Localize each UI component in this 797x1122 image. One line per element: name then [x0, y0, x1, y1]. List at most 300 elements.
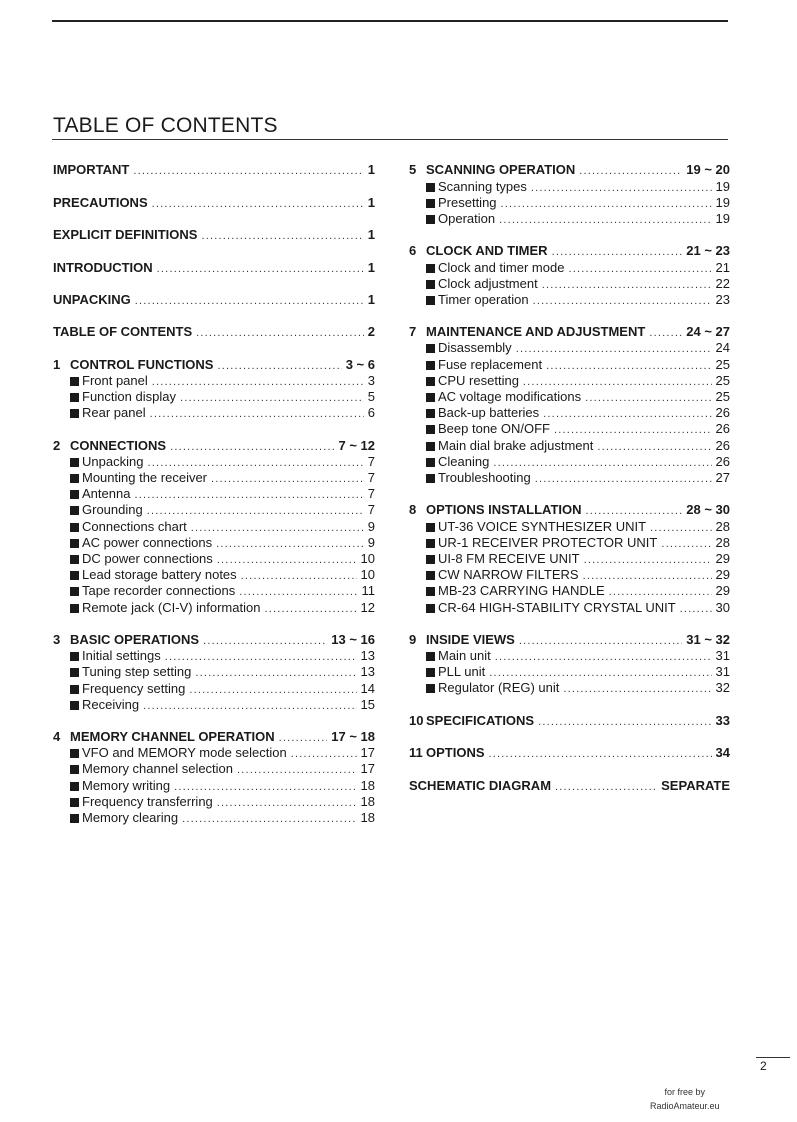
top-rule	[52, 20, 728, 22]
dot-leader	[217, 360, 341, 372]
dot-leader	[241, 570, 357, 582]
dot-leader	[150, 408, 364, 420]
dot-leader	[579, 165, 682, 177]
square-bullet-icon	[70, 814, 79, 823]
entry-label: MB-23 CARRYING HANDLE	[438, 583, 605, 599]
entry-page: 19	[715, 194, 730, 210]
square-bullet-icon	[70, 765, 79, 774]
toc-spacer	[53, 275, 375, 291]
dot-leader	[531, 182, 712, 194]
toc-subsection-entry	[409, 453, 730, 469]
dot-leader	[650, 522, 711, 534]
square-bullet-icon	[70, 685, 79, 694]
entry-page: 13 ~ 16	[331, 631, 375, 647]
entry-page: 25	[715, 389, 730, 405]
toc-section-entry	[53, 161, 375, 177]
square-bullet-icon	[70, 555, 79, 564]
dot-leader	[217, 797, 357, 809]
dot-leader	[552, 246, 683, 258]
entry-label: Grounding	[82, 502, 143, 518]
entry-label: MEMORY CHANNEL OPERATION	[70, 729, 275, 745]
square-bullet-icon	[70, 393, 79, 402]
entry-label: Frequency setting	[82, 680, 186, 696]
toc-subsection-entry	[409, 517, 730, 533]
toc-section-entry	[409, 631, 730, 647]
toc-subsection-entry	[53, 453, 375, 469]
dot-leader	[499, 214, 711, 226]
toc-subsection-entry	[409, 177, 730, 193]
dot-leader	[493, 457, 711, 469]
entry-page: 5	[367, 389, 375, 405]
dot-leader	[543, 408, 711, 420]
entry-page: 26	[715, 437, 730, 453]
square-bullet-icon	[426, 215, 435, 224]
dot-leader	[182, 813, 356, 825]
toc-section-entry	[53, 728, 375, 744]
toc-subsection-entry	[53, 566, 375, 582]
entry-label: PRECAUTIONS	[53, 194, 148, 210]
toc-subsection-entry	[409, 210, 730, 226]
toc-subsection-entry	[409, 404, 730, 420]
toc-section-entry	[409, 744, 730, 760]
toc-subsection-entry	[53, 388, 375, 404]
toc-section-entry	[409, 242, 730, 258]
toc-subsection-entry	[409, 647, 730, 663]
toc-spacer	[53, 615, 375, 631]
toc-subsection-entry	[53, 582, 375, 598]
dot-leader	[135, 295, 364, 307]
section-number: 6	[409, 243, 417, 259]
dot-leader	[195, 667, 356, 679]
dot-leader	[546, 360, 711, 372]
entry-page: 29	[715, 550, 730, 566]
square-bullet-icon	[426, 523, 435, 532]
toc-spacer	[53, 339, 375, 355]
entry-page: SEPARATE	[661, 777, 730, 793]
toc-subsection-entry	[409, 679, 730, 695]
toc-subsection-entry	[409, 388, 730, 404]
dot-leader	[191, 522, 364, 534]
dot-leader	[152, 198, 364, 210]
dot-leader	[568, 263, 711, 275]
square-bullet-icon	[70, 539, 79, 548]
entry-page: 3 ~ 6	[345, 356, 375, 372]
dot-leader	[584, 554, 712, 566]
entry-label: Function display	[82, 389, 176, 405]
entry-page: 27	[715, 469, 730, 485]
entry-label: Mounting the receiver	[82, 470, 208, 486]
toc-subsection-entry	[53, 776, 375, 792]
entry-label: CLOCK AND TIMER	[426, 243, 548, 259]
entry-label: Clock and timer mode	[438, 259, 565, 275]
dot-leader	[147, 457, 363, 469]
entry-page: 33	[715, 712, 730, 728]
entry-label: Disassembly	[438, 340, 512, 356]
entry-page: 24 ~ 27	[686, 324, 730, 340]
entry-page: 30	[715, 599, 730, 615]
square-bullet-icon	[426, 474, 435, 483]
square-bullet-icon	[426, 442, 435, 451]
square-bullet-icon	[426, 280, 435, 289]
entry-page: 10	[360, 567, 375, 583]
toc-subsection-entry	[53, 469, 375, 485]
dot-leader	[519, 635, 682, 647]
entry-page: 1	[367, 162, 375, 178]
square-bullet-icon	[426, 587, 435, 596]
entry-label: EXPLICIT DEFINITIONS	[53, 227, 198, 243]
entry-page: 26	[715, 405, 730, 421]
entry-page: 7	[367, 470, 375, 486]
entry-label: Receiving	[82, 696, 140, 712]
section-number: 1	[53, 356, 61, 372]
entry-page: 22	[715, 275, 730, 291]
toc-subsection-entry	[409, 339, 730, 355]
toc-subsection-entry	[409, 355, 730, 371]
entry-label: INTRODUCTION	[53, 259, 153, 275]
entry-label: DC power connections	[82, 551, 213, 566]
toc-subsection-entry	[409, 663, 730, 679]
entry-label: TABLE OF CONTENTS	[53, 324, 193, 340]
entry-label: UR-1 RECEIVER PROTECTOR UNIT	[438, 534, 658, 550]
toc-subsection-entry	[53, 372, 375, 388]
dot-leader	[217, 554, 357, 566]
dot-leader	[542, 279, 712, 291]
square-bullet-icon	[426, 183, 435, 192]
entry-label: Timer operation	[438, 291, 529, 307]
entry-label: Initial settings	[82, 648, 161, 664]
dot-leader	[170, 441, 334, 453]
toc-section-entry	[53, 291, 375, 307]
entry-label: CW NARROW FILTERS	[438, 567, 579, 583]
dot-leader	[143, 700, 356, 712]
dot-leader	[157, 263, 364, 275]
toc-subsection-entry	[53, 793, 375, 809]
square-bullet-icon	[426, 684, 435, 693]
entry-page: 28 ~ 30	[686, 502, 730, 518]
section-number: 7	[409, 324, 417, 340]
entry-label: AC voltage modifications	[438, 389, 582, 405]
section-number: 3	[53, 631, 61, 647]
dot-leader	[489, 667, 711, 679]
entry-page: 6	[367, 405, 375, 421]
entry-label: CONTROL FUNCTIONS	[70, 356, 214, 372]
toc-section-entry	[53, 226, 375, 242]
toc-section-entry	[53, 193, 375, 209]
entry-label: Clock adjustment	[438, 275, 538, 291]
toc-subsection-entry	[53, 404, 375, 420]
dot-leader	[609, 586, 712, 598]
entry-label: MAINTENANCE AND ADJUSTMENT	[426, 324, 646, 340]
square-bullet-icon	[70, 604, 79, 613]
square-bullet-icon	[70, 458, 79, 467]
square-bullet-icon	[426, 539, 435, 548]
entry-page: 25	[715, 372, 730, 388]
square-bullet-icon	[70, 409, 79, 418]
toc-spacer	[53, 210, 375, 226]
entry-page: 1	[367, 291, 375, 307]
toc-spacer	[409, 695, 730, 711]
toc-subsection-entry	[53, 679, 375, 695]
section-number: 11	[409, 745, 423, 761]
square-bullet-icon	[426, 344, 435, 353]
entry-label: Memory clearing	[82, 810, 179, 826]
entry-page: 31	[715, 664, 730, 680]
dot-leader	[180, 392, 364, 404]
square-bullet-icon	[70, 571, 79, 580]
square-bullet-icon	[426, 296, 435, 305]
credit-watermark	[650, 1085, 720, 1113]
entry-label: Cleaning	[438, 453, 490, 469]
square-bullet-icon	[70, 523, 79, 532]
dot-leader	[239, 586, 357, 598]
entry-page: 13	[360, 664, 375, 680]
square-bullet-icon	[426, 604, 435, 613]
entry-label: Remote jack (CI-V) information	[82, 599, 261, 615]
entry-page: 1	[367, 227, 375, 243]
square-bullet-icon	[70, 474, 79, 483]
entry-label: OPTIONS	[426, 745, 485, 761]
entry-label: UNPACKING	[53, 291, 131, 307]
dot-leader	[535, 473, 712, 485]
square-bullet-icon	[70, 668, 79, 677]
square-bullet-icon	[70, 587, 79, 596]
dot-leader	[196, 327, 364, 339]
toc-subsection-entry	[409, 258, 730, 274]
section-number: 10	[409, 712, 424, 728]
entry-page: 18	[360, 777, 375, 793]
entry-label: Frequency transferring	[82, 793, 213, 809]
page-number: 2	[760, 1059, 767, 1073]
toc-spacer	[409, 615, 730, 631]
toc-section-entry	[409, 776, 730, 792]
toc-subsection-entry	[53, 534, 375, 550]
toc-section-entry	[53, 258, 375, 274]
dot-leader	[661, 538, 711, 550]
entry-label: Memory writing	[82, 777, 171, 793]
dot-leader	[516, 343, 712, 355]
dot-leader	[201, 230, 363, 242]
section-number: 2	[53, 437, 61, 453]
toc-subsection-entry	[409, 194, 730, 210]
entry-page: 9	[367, 518, 375, 534]
dot-leader	[174, 781, 356, 793]
section-number: 9	[409, 631, 417, 647]
square-bullet-icon	[70, 749, 79, 758]
toc-section-entry	[53, 631, 375, 647]
entry-page: 9	[367, 534, 375, 550]
entry-label: Operation	[438, 210, 496, 226]
dot-leader	[216, 538, 364, 550]
entry-page: 29	[715, 583, 730, 599]
entry-label: SCHEMATIC DIAGRAM	[409, 777, 552, 793]
entry-label: Tape recorder connections	[82, 583, 236, 599]
square-bullet-icon	[426, 458, 435, 467]
dot-leader	[563, 683, 711, 695]
entry-page: 21	[715, 259, 730, 275]
entry-page: 28	[715, 534, 730, 550]
toc-subsection-entry	[409, 291, 730, 307]
toc-spacer	[409, 485, 730, 501]
toc-subsection-entry	[409, 566, 730, 582]
entry-label: AC power connections	[82, 534, 213, 550]
entry-page: 12	[360, 599, 375, 615]
entry-page: 25	[715, 356, 730, 372]
entry-page: 3	[367, 372, 375, 388]
toc-spacer	[53, 420, 375, 436]
dot-leader	[165, 651, 357, 663]
entry-label: OPTIONS INSTALLATION	[426, 502, 582, 518]
entry-label: UI-8 FM RECEIVE UNIT	[438, 550, 580, 566]
entry-label: IMPORTANT	[53, 162, 130, 178]
square-bullet-icon	[426, 425, 435, 434]
toc-subsection-entry	[53, 744, 375, 760]
entry-page: 28	[715, 518, 730, 534]
toc-section-entry	[53, 323, 375, 339]
entry-page: 15	[360, 696, 375, 712]
toc-subsection-entry	[53, 809, 375, 825]
credit-line-2: RadioAmateur.eu	[650, 1101, 720, 1111]
entry-page: 7 ~ 12	[338, 437, 375, 453]
toc-section-entry	[409, 161, 730, 177]
toc-subsection-entry	[409, 550, 730, 566]
entry-page: 17	[360, 761, 375, 777]
entry-label: Fuse replacement	[438, 356, 543, 372]
dot-leader	[555, 781, 657, 793]
square-bullet-icon	[426, 668, 435, 677]
entry-label: Scanning types	[438, 178, 527, 194]
square-bullet-icon	[426, 652, 435, 661]
title-rule	[52, 139, 728, 140]
square-bullet-icon	[70, 377, 79, 386]
dot-leader	[133, 165, 363, 177]
square-bullet-icon	[70, 701, 79, 710]
toc-section-entry	[409, 501, 730, 517]
dot-leader	[291, 748, 357, 760]
square-bullet-icon	[426, 571, 435, 580]
entry-label: CR-64 HIGH-STABILITY CRYSTAL UNIT	[438, 599, 676, 615]
toc-subsection-entry	[53, 517, 375, 533]
credit-line-1: for free by	[664, 1087, 706, 1097]
dot-leader	[585, 392, 711, 404]
entry-label: INSIDE VIEWS	[426, 631, 515, 647]
square-bullet-icon	[426, 361, 435, 370]
square-bullet-icon	[426, 264, 435, 273]
dot-leader	[501, 198, 712, 210]
entry-page: 17 ~ 18	[331, 729, 375, 745]
dot-leader	[583, 570, 712, 582]
dot-leader	[203, 635, 327, 647]
toc-subsection-entry	[409, 534, 730, 550]
entry-page: 19	[715, 210, 730, 226]
dot-leader	[533, 295, 712, 307]
toc-subsection-entry	[409, 275, 730, 291]
toc-spacer	[53, 712, 375, 728]
entry-page: 7	[367, 453, 375, 469]
dot-leader	[279, 732, 328, 744]
entry-page: 7	[367, 486, 375, 502]
dot-leader	[489, 748, 712, 760]
entry-page: 14	[360, 680, 375, 696]
entry-label: VFO and MEMORY mode selection	[82, 745, 287, 761]
square-bullet-icon	[70, 782, 79, 791]
toc-subsection-entry	[409, 598, 730, 614]
dot-leader	[495, 651, 712, 663]
square-bullet-icon	[70, 490, 79, 499]
entry-page: 26	[715, 453, 730, 469]
toc-spacer	[53, 242, 375, 258]
entry-label: Unpacking	[82, 453, 144, 469]
toc-subsection-entry	[409, 469, 730, 485]
entry-label: Rear panel	[82, 405, 146, 421]
toc-subsection-entry	[53, 598, 375, 614]
toc-subsection-entry	[53, 501, 375, 517]
dot-leader	[134, 489, 363, 501]
entry-label: Connections chart	[82, 518, 187, 534]
square-bullet-icon	[426, 377, 435, 386]
entry-label: Main unit	[438, 648, 491, 664]
entry-label: Back-up batteries	[438, 405, 540, 421]
toc-spacer	[53, 307, 375, 323]
toc-subsection-entry	[409, 582, 730, 598]
entry-label: Memory channel selection	[82, 761, 234, 777]
dot-leader	[152, 376, 364, 388]
entry-page: 31 ~ 32	[686, 631, 730, 647]
toc-section-entry	[53, 436, 375, 452]
toc-section-entry	[409, 323, 730, 339]
toc-spacer	[53, 177, 375, 193]
entry-label: Front panel	[82, 372, 148, 388]
toc-spacer	[409, 760, 730, 776]
toc-section-entry	[53, 355, 375, 371]
dot-leader	[237, 764, 357, 776]
entry-label: SCANNING OPERATION	[426, 162, 576, 178]
toc-subsection-entry	[53, 647, 375, 663]
entry-page: 1	[367, 259, 375, 275]
toc-subsection-entry	[409, 420, 730, 436]
entry-page: 26	[715, 421, 730, 437]
entry-page: 29	[715, 567, 730, 583]
entry-page: 19	[715, 178, 730, 194]
section-number: 4	[53, 729, 61, 745]
toc-section-entry	[409, 711, 730, 727]
square-bullet-icon	[426, 393, 435, 402]
toc-subsection-entry	[53, 696, 375, 712]
toc-spacer	[409, 226, 730, 242]
dot-leader	[147, 505, 364, 517]
dot-leader	[649, 327, 682, 339]
dot-leader	[538, 716, 711, 728]
entry-page: 19 ~ 20	[686, 162, 730, 178]
entry-label: CPU resetting	[438, 372, 519, 388]
dot-leader	[597, 441, 711, 453]
entry-page: 7	[367, 502, 375, 518]
entry-label: Lead storage battery notes	[82, 567, 237, 583]
dot-leader	[264, 603, 356, 615]
entry-label: BASIC OPERATIONS	[70, 631, 200, 647]
entry-label: PLL unit	[438, 664, 486, 680]
entry-page: 11	[361, 583, 375, 599]
toc-subsection-entry	[409, 436, 730, 452]
entry-label: Beep tone ON/OFF	[438, 421, 550, 437]
entry-label: UT-36 VOICE SYNTHESIZER UNIT	[438, 518, 647, 534]
dot-leader	[586, 505, 683, 517]
section-number: 5	[409, 162, 417, 178]
entry-page: 31	[715, 648, 730, 664]
toc-subsection-entry	[53, 663, 375, 679]
toc-subsection-entry	[53, 550, 375, 566]
section-number: 8	[409, 502, 417, 518]
entry-label: Regulator (REG) unit	[438, 680, 560, 696]
